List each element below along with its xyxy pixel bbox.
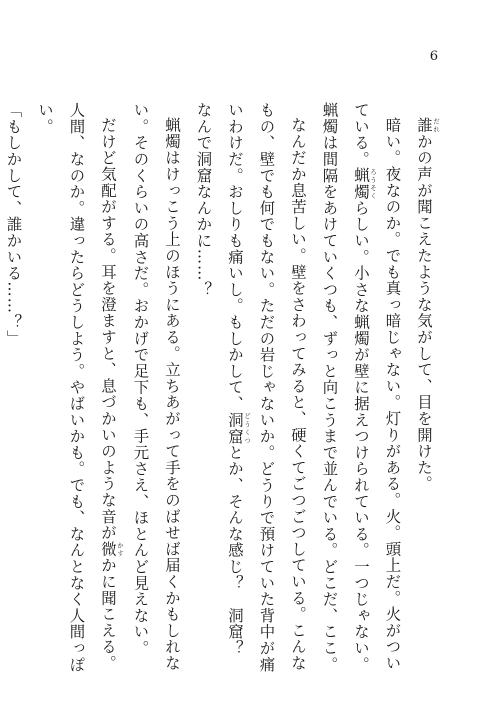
paragraph <box>0 102 29 674</box>
ruby-word <box>226 411 251 445</box>
text-run: 暗い。夜なのか。でも真っ暗じゃない。灯りがある。火。頭上だ。火がついている。 <box>352 102 402 672</box>
ruby-reading: ろう <box>369 167 377 184</box>
ruby-base: 誰 <box>415 117 433 134</box>
paragraph <box>408 102 441 674</box>
page-number: 6 <box>429 49 438 64</box>
paragraph <box>187 102 313 674</box>
text-run: だけど気配がする。耳を澄ますと、息づかいのような音が <box>99 117 117 542</box>
paragraph <box>29 102 125 674</box>
paragraph <box>124 102 187 674</box>
text-run: らしい。小さな蝋燭が壁に据えつけられている。一つじゃない。蝋燭は間隔をあけていくつも、ずっと向こうまで並んでいる。どこだ、ここ。 <box>320 102 370 673</box>
text-run: なんだか息苦しい。壁をさわってみると、硬くてごつごつしている。こんなもの、壁でも何でもない。ただの岩じゃないか。どうりで預けていた背中が痛いわけだ。おしりも痛いし。もしかして、 <box>226 102 307 673</box>
ruby-base: 微 <box>99 541 117 558</box>
paragraph <box>313 102 408 674</box>
text-run: かに聞こえる。人間、なのか。違ったらどうしよう。やばいかも。でも、なんとなく人間っぽい。 <box>36 102 117 673</box>
ruby-word <box>352 167 377 184</box>
ruby-word <box>352 183 377 200</box>
ruby-reading: そく <box>369 183 377 200</box>
text-run: 蝋燭はけっこう上のほうにある。立ちあがって手をのばせば届くかもしれない。そのくらいの高さだ。おかげで足下も、手元さえ、ほとんど見えない。 <box>131 102 181 672</box>
text-run: 「もしかして、誰かいる……？」 <box>4 102 23 347</box>
ruby-reading: だれ <box>432 117 440 134</box>
ruby-base: 洞窟 <box>226 411 244 445</box>
ruby-base: 蝋 <box>352 167 370 184</box>
ruby-word <box>415 117 440 134</box>
text-run: とか、そんな感じ？ 洞窟？ なんで洞窟なんかに……？ <box>194 102 244 673</box>
body-text <box>4 102 440 674</box>
ruby-word <box>99 541 124 558</box>
ruby-base: 燭 <box>352 183 370 200</box>
ruby-reading: かす <box>116 541 124 558</box>
text-run: かの声が聞こえたような気がして、目を開けた。 <box>415 133 433 493</box>
ruby-reading: どうくつ <box>243 411 251 445</box>
